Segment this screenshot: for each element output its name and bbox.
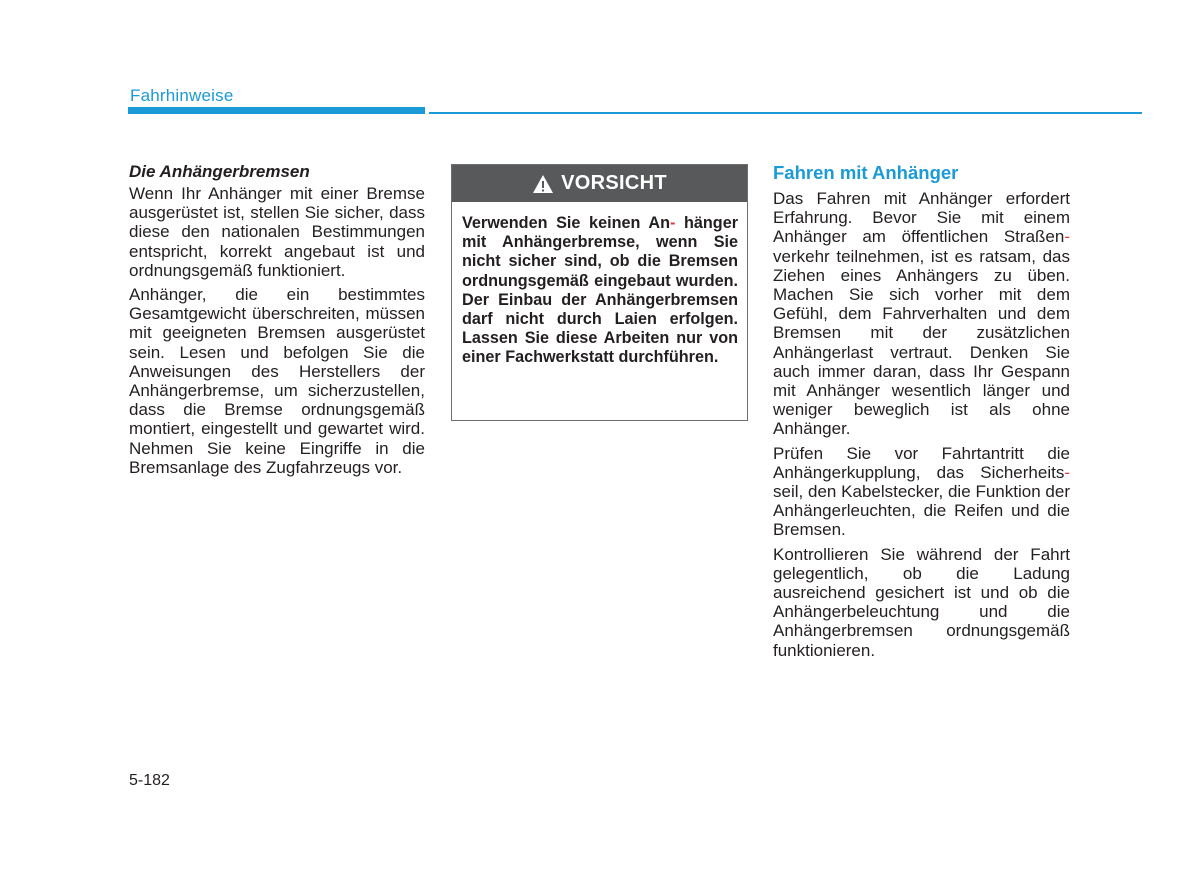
caution-text xyxy=(452,202,747,368)
caution-title: VORSICHT xyxy=(561,172,667,194)
header-rule-thick xyxy=(128,107,425,114)
paragraph-pre-drive-check-part1: Prüfen Sie vor Fahrtantritt die Anhängerkupplung, das Sicherheits xyxy=(773,443,1070,482)
caution-text-part1: Verwenden Sie keinen An xyxy=(462,214,670,232)
caution-text-part2: hänger mit Anhängerbremse, wenn Sie nicht sicher sind, ob die Bremsen ordnungsgemäß eingebaut wurden. Der Einbau der Anhängerbremsen darf nicht durch Laien erfolgen. Lassen Sie diese Arbeiten nur von einer Fachwerkstatt durchführen. xyxy=(462,214,739,367)
paragraph-pre-drive-check-hyphen: - xyxy=(1064,462,1070,482)
section-header-label: Fahrhinweise xyxy=(130,86,234,105)
paragraph-experience-part2: verkehr teilnehmen, ist es ratsam, das Ziehen eines Anhängers zu üben. Machen Sie sich vorher mit dem Gefühl, dem Fahrverhalten und dem Bremsen mit der zusätzlichen Anhängerlast vertraut. Denken Sie auch immer daran, dass Ihr Gespann mit Anhänger wesentlich länger und weniger beweglich ist als ohne Anhänger. xyxy=(773,246,1070,439)
paragraph-experience-hyphen: - xyxy=(1064,227,1070,247)
warning-triangle-icon xyxy=(532,174,554,194)
section-title-driving-with-trailer: Fahren mit Anhänger xyxy=(773,162,959,183)
paragraph-pre-drive-check-part2: seil, den Kabelstecker, die Funktion der Anhängerleuchten, die Reifen und die Bremsen. xyxy=(773,482,1070,540)
paragraph-brake-equipped: Wenn Ihr Anhänger mit einer Bremse ausgerüstet ist, stellen Sie sicher, dass diese den nationalen Bestimmungen entspricht, korrekt angebaut ist und ordnungsgemäß funktioniert. xyxy=(129,184,425,280)
paragraph-experience-part1: Das Fahren mit Anhänger erfordert Erfahrung. Bevor Sie mit einem Anhänger am öffentlichen Straßen xyxy=(773,189,1070,247)
paragraph-during-drive: Kontrollieren Sie während der Fahrt gelegentlich, ob die Ladung ausreichend gesichert ist und ob die Anhängerbeleuchtung und die Anhängerbremsen ordnungsgemäß funktionieren. xyxy=(773,544,1070,660)
paragraph-pre-drive-check xyxy=(773,444,1070,540)
right-column xyxy=(773,162,1070,665)
page-number: 5-182 xyxy=(129,772,170,789)
subheading-trailer-brakes: Die Anhängerbremsen xyxy=(129,162,310,181)
caution-header xyxy=(452,165,747,202)
paragraph-experience xyxy=(773,189,1070,439)
left-column xyxy=(129,162,425,482)
paragraph-brake-instructions: Anhänger, die ein bestimmtes Gesamtgewicht überschreiten, müssen mit geeigneten Bremsen ausgerüstet sein. Lesen und befolgen Sie die Anweisungen des Herstellers der Anhängerbremse, um sicherzustellen, dass die Bremse ordnungsgemäß montiert, eingestellt und gewartet wird. Nehmen Sie keine Eingriffe in die Bremsanlage des Zugfahrzeugs vor. xyxy=(129,285,425,477)
caution-hyphen: - xyxy=(669,214,676,232)
header-rule-thin xyxy=(429,112,1142,114)
caution-box xyxy=(451,164,748,421)
